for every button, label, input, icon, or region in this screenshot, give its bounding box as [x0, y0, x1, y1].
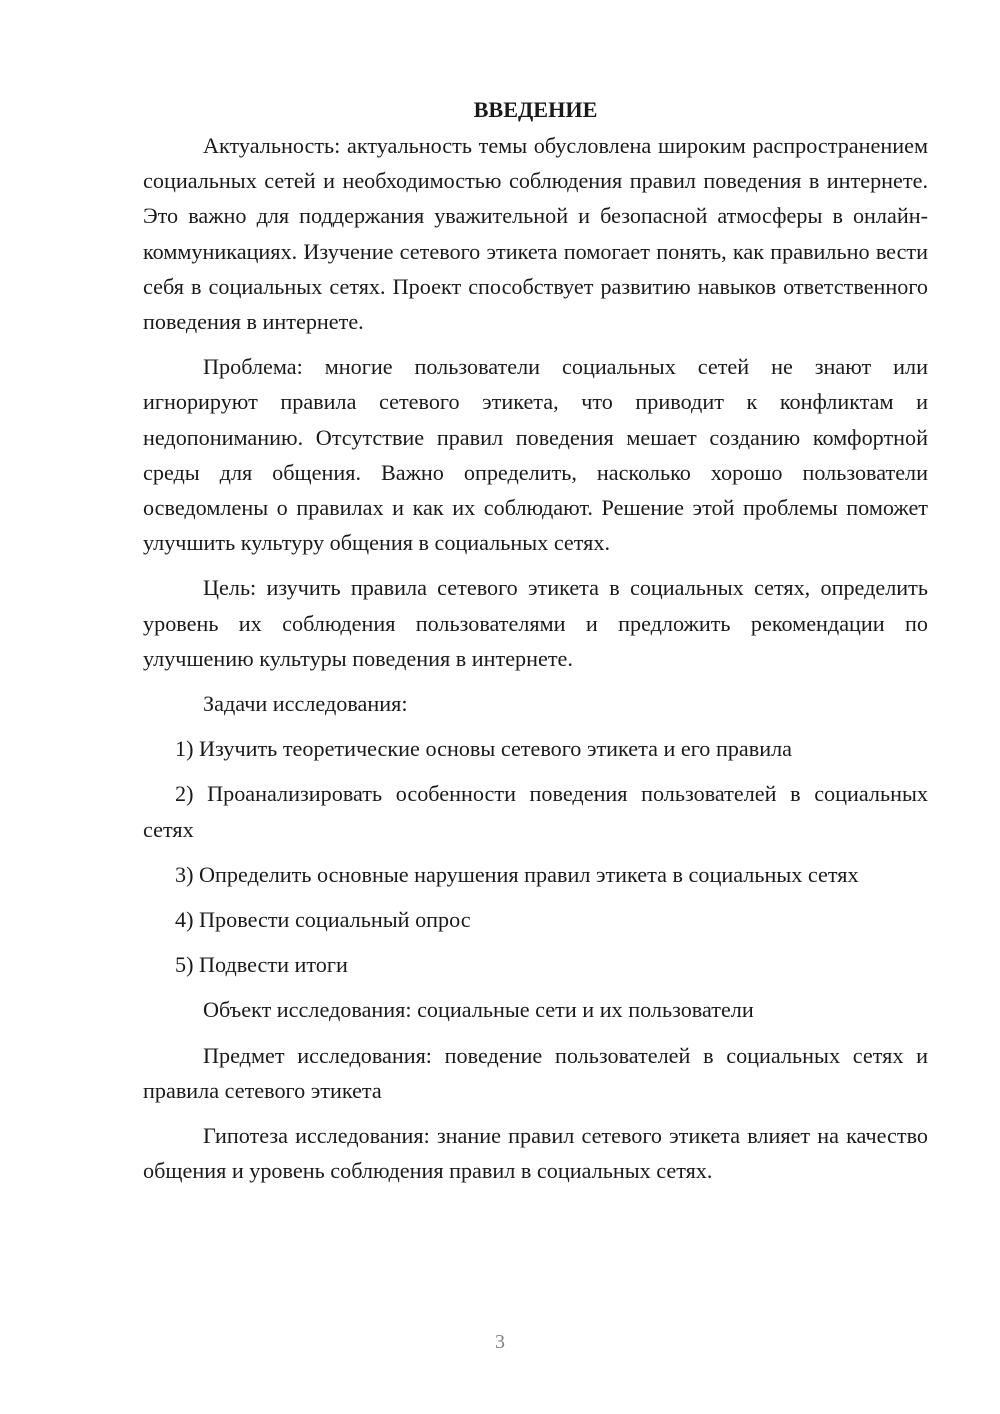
- goal-paragraph: Цель: изучить правила сетевого этикета в социальных сетях, определить уровень их соблюдения пользователями и предложить рекомендации по улучшению культуры поведения в интернете.: [143, 575, 928, 671]
- page-number: 3: [495, 1331, 505, 1353]
- task-item-5: 5) Подвести итоги: [175, 952, 348, 978]
- problem-paragraph: Проблема: многие пользователи социальных сетей не знают или игнорируют правила сетевого этикета, что приводит к конфликтам и недопониманию. Отсутствие правил поведения мешает созданию комфортной среды для общения. Важно определить, насколько хорошо пользователи осведомлены о правилах и как их соблюдают. Решение этой проблемы поможет улучшить культуру общения в социальных сетях.: [143, 354, 928, 556]
- hypothesis-paragraph: Гипотеза исследования: знание правил сетевого этикета влияет на качество общения и уровень соблюдения правил в социальных сетях.: [143, 1123, 928, 1184]
- page-content: [143, 92, 928, 1188]
- relevance-paragraph: Актуальность: актуальность темы обусловлена широким распространением социальных сетей и необходимостью соблюдения правил поведения в интернете. Это важно для поддержания уважительной и безопасной атмосферы в онлайн-коммуникациях. Изучение сетевого этикета помогает понять, как правильно вести себя в социальных сетях. Проект способствует развитию навыков ответственного поведения в интернете.: [143, 133, 928, 335]
- task-item-2: 2) Проанализировать особенности поведения пользователей в социальных сетях: [143, 781, 928, 842]
- section-title: ВВЕДЕНИЕ: [473, 97, 598, 122]
- object-paragraph: Объект исследования: социальные сети и их пользователи: [203, 997, 754, 1023]
- task-item-4: 4) Провести социальный опрос: [175, 907, 471, 933]
- subject-paragraph: Предмет исследования: поведение пользователей в социальных сетях и правила сетевого этикета: [143, 1042, 928, 1103]
- tasks-heading: Задачи исследования:: [203, 691, 408, 717]
- task-item-3: 3) Определить основные нарушения правил этикета в социальных сетях: [175, 861, 859, 887]
- task-item-1: 1) Изучить теоретические основы сетевого этикета и его правила: [175, 736, 793, 762]
